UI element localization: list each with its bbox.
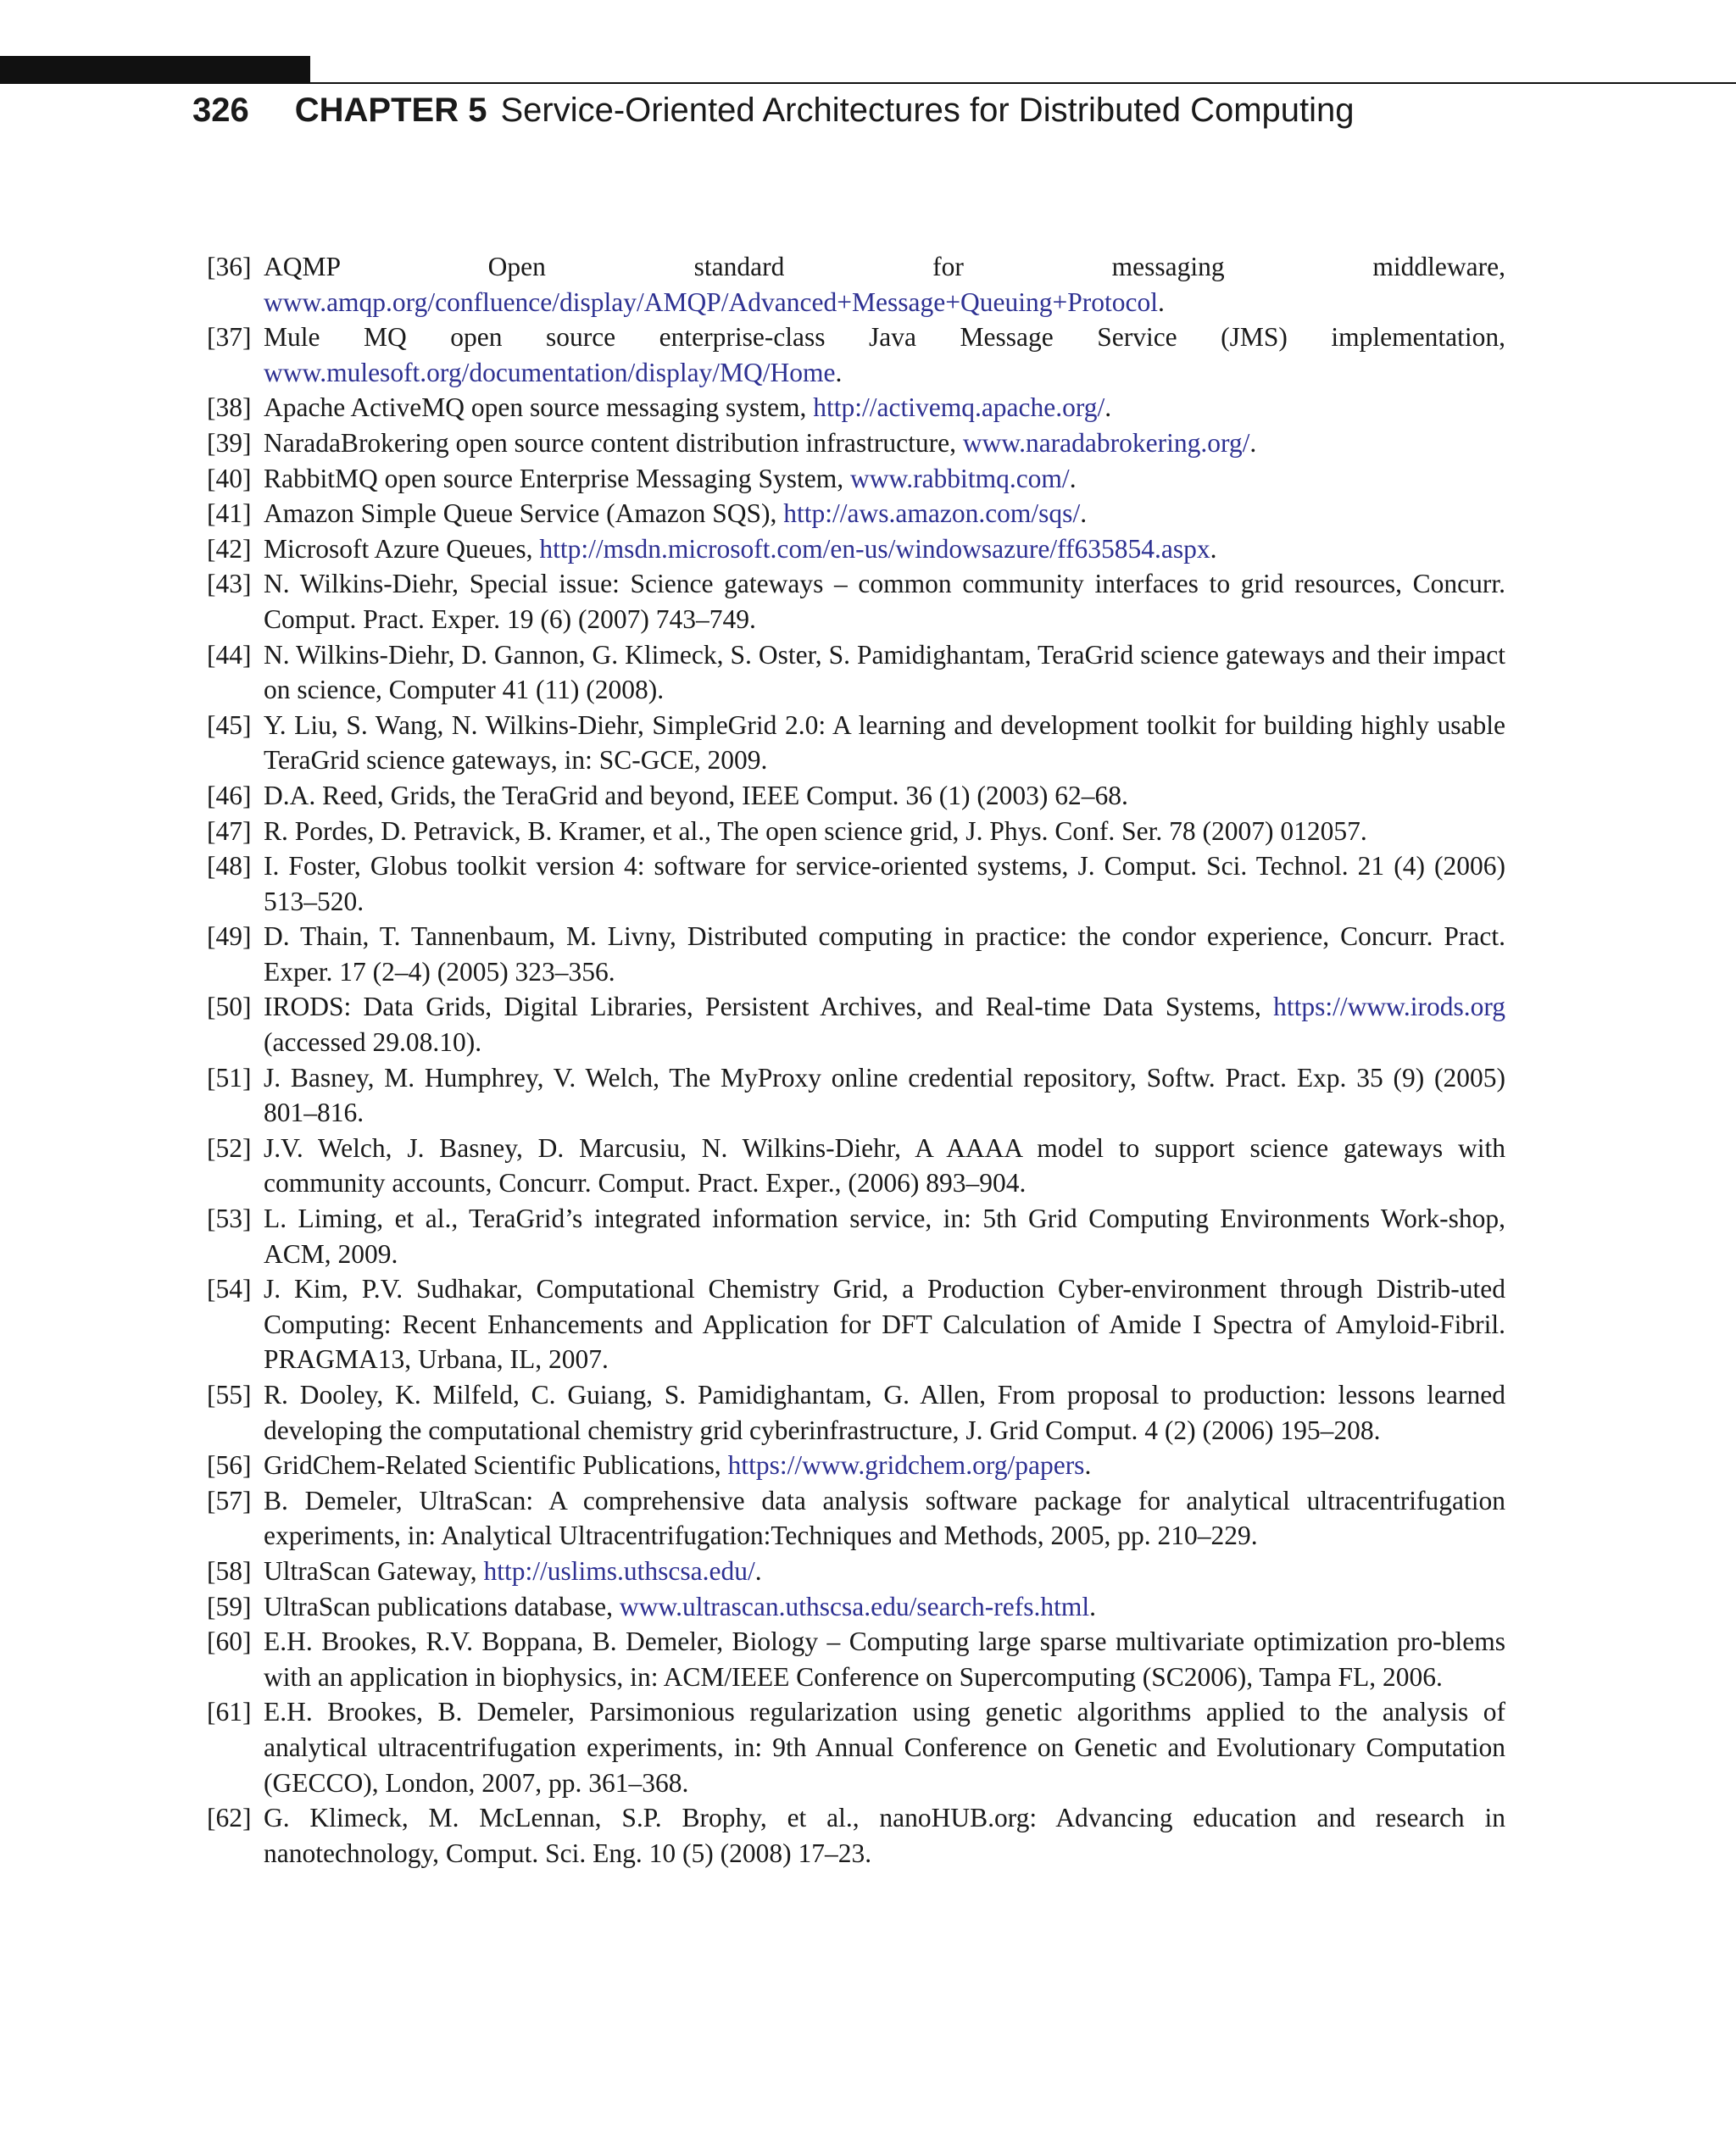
reference-link[interactable]: http://uslims.uthscsa.edu/ [483, 1555, 755, 1586]
reference-item [207, 320, 1505, 390]
reference-item [207, 1800, 1505, 1871]
reference-item [207, 1624, 1505, 1694]
reference-text: NaradaBrokering open source content distribution infrastructure, [264, 427, 963, 458]
reference-number: [48] [207, 851, 252, 881]
header-rule [310, 82, 1736, 84]
reference-link[interactable]: www.mulesoft.org/documentation/display/MQ/Home [264, 357, 836, 387]
reference-number: [44] [207, 639, 252, 670]
reference-text: Microsoft Azure Queues, [264, 533, 540, 564]
reference-item [207, 1483, 1505, 1554]
reference-number: [50] [207, 992, 252, 1022]
reference-item [207, 1589, 1505, 1625]
reference-number: [61] [207, 1697, 252, 1727]
reference-text-suffix: . [1080, 498, 1088, 529]
reference-link[interactable]: http://activemq.apache.org/ [813, 392, 1105, 423]
reference-text: R. Pordes, D. Petravick, B. Kramer, et al., The open science grid, J. Phys. Conf. Ser. 78 (2007) 012057. [264, 815, 1367, 846]
reference-link[interactable]: www.amqp.org/confluence/display/AMQP/Advanced+Message+Queuing+Protocol [264, 286, 1158, 317]
reference-number: [40] [207, 463, 252, 493]
reference-number: [54] [207, 1274, 252, 1304]
reference-text-suffix: . [1069, 463, 1077, 493]
reference-number: [36] [207, 252, 252, 281]
reference-number: [62] [207, 1803, 252, 1833]
reference-number: [55] [207, 1380, 252, 1410]
reference-link[interactable]: http://aws.amazon.com/sqs/ [783, 498, 1081, 529]
reference-text: IRODS: Data Grids, Digital Libraries, Persistent Archives, and Real-time Data Systems, [264, 992, 1274, 1022]
reference-item [207, 461, 1505, 497]
reference-item [207, 919, 1505, 989]
reference-number: [51] [207, 1062, 252, 1093]
reference-item [207, 814, 1505, 849]
reference-text-suffix: . [1089, 1591, 1097, 1621]
reference-text: J. Kim, P.V. Sudhakar, Computational Chemistry Grid, a Production Cyber-environment through Distrib-uted Computing: Recent Enhancements and Application for DFT Calculation of Amide I Spectra of Amyloid-Fibril. PRAGMA13, Urbana, IL, 2007. [264, 1274, 1505, 1375]
reference-item [207, 1377, 1505, 1448]
reference-text-suffix: . [754, 1555, 762, 1586]
reference-text-suffix: . [1210, 533, 1217, 564]
reference-text: E.H. Brookes, R.V. Boppana, B. Demeler, Biology – Computing large sparse multivariate optimization pro-blems with an application in biophysics, in: ACM/IEEE Conference on Supercomputing (SC2006), Tampa FL, 2006. [264, 1627, 1505, 1692]
reference-text-suffix: . [1249, 427, 1257, 458]
reference-number: [58] [207, 1555, 252, 1586]
reference-text: J. Basney, M. Humphrey, V. Welch, The MyProxy online credential repository, Softw. Pract. Exp. 35 (9) (2005) 801–816. [264, 1062, 1505, 1128]
reference-text: D.A. Reed, Grids, the TeraGrid and beyond, IEEE Comput. 36 (1) (2003) 62–68. [264, 780, 1128, 810]
reference-number: [37] [207, 322, 252, 353]
reference-item [207, 566, 1505, 637]
reference-number: [60] [207, 1627, 252, 1657]
reference-link[interactable]: www.naradabrokering.org/ [962, 427, 1250, 458]
reference-item [207, 1271, 1505, 1377]
reference-item [207, 1060, 1505, 1131]
reference-item [207, 531, 1505, 567]
reference-text-suffix: . [1104, 392, 1112, 423]
reference-text: D. Thain, T. Tannenbaum, M. Livny, Distributed computing in practice: the condor experience, Concurr. Pract. Exper. 17 (2–4) (2005) 323–356. [264, 921, 1505, 987]
reference-item [207, 1694, 1505, 1800]
reference-number: [59] [207, 1591, 252, 1621]
reference-item [207, 989, 1505, 1059]
reference-text: GridChem-Related Scientific Publications, [264, 1450, 728, 1481]
reference-item [207, 778, 1505, 814]
reference-link[interactable]: www.ultrascan.uthscsa.edu/search-refs.html [619, 1591, 1090, 1621]
reference-text: L. Liming, et al., TeraGrid’s integrated information service, in: 5th Grid Computing Environments Work-shop, ACM, 2009. [264, 1204, 1505, 1269]
reference-text: UltraScan publications database, [264, 1591, 620, 1621]
reference-item [207, 249, 1505, 320]
page-number: 326 [192, 92, 249, 129]
reference-link[interactable]: https://www.gridchem.org/papers [727, 1450, 1085, 1481]
reference-item [207, 1201, 1505, 1271]
reference-text-suffix: . [1084, 1450, 1092, 1481]
reference-item [207, 708, 1505, 778]
reference-item [207, 390, 1505, 425]
reference-text: Y. Liu, S. Wang, N. Wilkins-Diehr, SimpleGrid 2.0: A learning and development toolkit for building highly usable TeraGrid science gateways, in: SC-GCE, 2009. [264, 709, 1505, 776]
reference-number: [56] [207, 1450, 252, 1481]
reference-text-suffix: . [1157, 286, 1165, 317]
chapter-label: CHAPTER 5 [294, 92, 487, 129]
reference-link[interactable]: http://msdn.microsoft.com/en-us/windowsazure/ff635854.aspx [539, 533, 1210, 564]
reference-text: AQMP Open standard for messaging middleware, [264, 252, 1505, 281]
reference-text: N. Wilkins-Diehr, Special issue: Science gateways – common community interfaces to grid resources, Concurr. Comput. Pract. Exper. 19 (6) (2007) 743–749. [264, 569, 1505, 634]
reference-text: I. Foster, Globus toolkit version 4: software for service-oriented systems, J. Comput. Sci. Technol. 21 (4) (2006) 513–520. [264, 851, 1505, 916]
reference-list [207, 249, 1505, 1871]
reference-text-suffix: (accessed 29.08.10). [264, 1027, 482, 1058]
header-black-bar [0, 56, 310, 84]
reference-item [207, 637, 1505, 708]
reference-number: [41] [207, 498, 252, 529]
reference-item [207, 1448, 1505, 1483]
reference-text: N. Wilkins-Diehr, D. Gannon, G. Klimeck, S. Oster, S. Pamidighantam, TeraGrid science gateways and their impact on science, Computer 41 (11) (2008). [264, 639, 1505, 705]
reference-text: Apache ActiveMQ open source messaging system, [264, 392, 814, 423]
reference-text: E.H. Brookes, B. Demeler, Parsimonious regularization using genetic algorithms applied to the analysis of analytical ultracentrifugation experiments, in: 9th Annual Conference on Genetic and Evolutionary Computation (GECCO), London, 2007, pp. 361–368. [264, 1697, 1505, 1798]
reference-text: B. Demeler, UltraScan: A comprehensive data analysis software package for analytical ultracentrifugation experiments, in: Analytical Ultracentrifugation:Techniques and Methods, 2005, pp. 210–229. [264, 1485, 1505, 1551]
reference-text: Amazon Simple Queue Service (Amazon SQS), [264, 498, 784, 529]
reference-text: G. Klimeck, M. McLennan, S.P. Brophy, et al., nanoHUB.org: Advancing education and research in nanotechnology, Comput. Sci. Eng. 10 (5) (2008) 17–23. [264, 1803, 1505, 1868]
reference-text: RabbitMQ open source Enterprise Messaging System, [264, 463, 851, 493]
reference-number: [39] [207, 427, 252, 458]
reference-number: [38] [207, 392, 252, 423]
reference-text-suffix: . [835, 357, 843, 387]
reference-link[interactable]: www.rabbitmq.com/ [850, 463, 1070, 493]
reference-text: Mule MQ open source enterprise-class Java Message Service (JMS) implementation, [264, 322, 1505, 353]
running-header [192, 92, 1355, 142]
reference-number: [52] [207, 1132, 252, 1163]
reference-item [207, 1554, 1505, 1589]
chapter-title: Service-Oriented Architectures for Distributed Computing [500, 92, 1355, 129]
reference-text: J.V. Welch, J. Basney, D. Marcusiu, N. Wilkins-Diehr, A AAAA model to support science gateways with community accounts, Concurr. Comput. Pract. Exper., (2006) 893–904. [264, 1132, 1505, 1198]
reference-item [207, 425, 1505, 461]
reference-number: [46] [207, 780, 252, 810]
reference-number: [47] [207, 815, 252, 846]
reference-number: [57] [207, 1485, 252, 1515]
reference-number: [45] [207, 709, 252, 740]
reference-link[interactable]: https://www.irods.org [1273, 992, 1505, 1022]
reference-number: [42] [207, 533, 252, 564]
reference-text: UltraScan Gateway, [264, 1555, 484, 1586]
reference-item [207, 848, 1505, 919]
reference-number: [53] [207, 1204, 252, 1234]
reference-item [207, 1131, 1505, 1201]
reference-text: R. Dooley, K. Milfeld, C. Guiang, S. Pamidighantam, G. Allen, From proposal to production: lessons learned developing the computational chemistry grid cyberinfrastructure, J. Grid Comput. 4 (2) (2006) 195–208. [264, 1380, 1505, 1445]
reference-number: [49] [207, 921, 252, 952]
reference-item [207, 496, 1505, 531]
reference-number: [43] [207, 569, 252, 599]
